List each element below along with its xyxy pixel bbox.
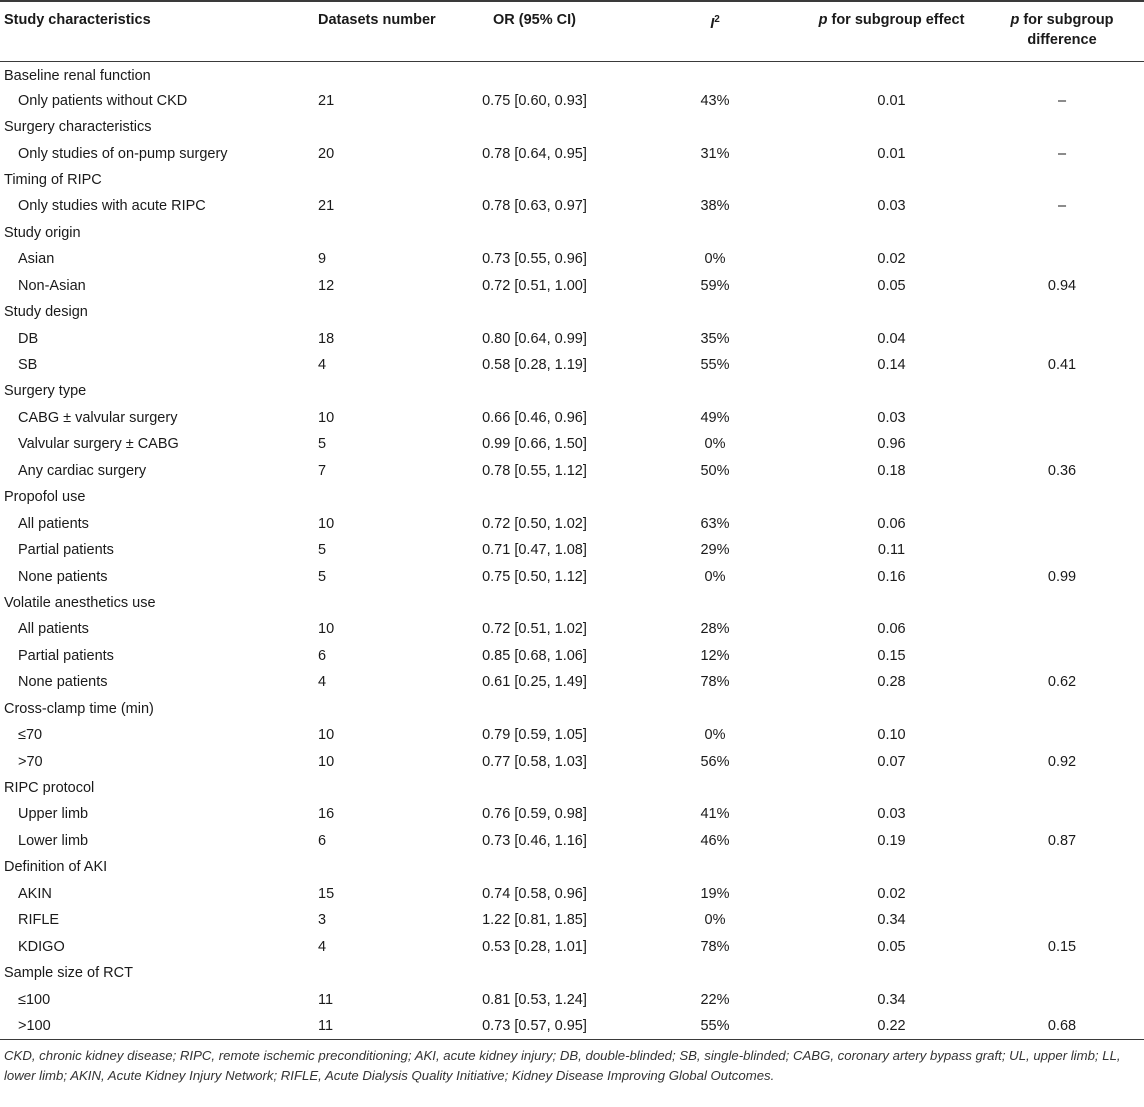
- p-subgroup-effect-cell: 0.34: [877, 991, 906, 1008]
- or-ci-cell: 0.75 [0.60, 0.93]: [482, 92, 587, 109]
- or-ci-cell: 0.78 [0.63, 0.97]: [482, 198, 587, 215]
- or-ci-cell: 0.73 [0.55, 0.96]: [482, 251, 587, 268]
- p-subgroup-difference-cell: 0.94: [1047, 277, 1077, 294]
- i2-cell: 46%: [700, 832, 730, 849]
- category-label: Baseline renal function: [4, 68, 151, 85]
- datasets-number-cell: 12: [318, 277, 335, 294]
- i2-cell: 12%: [700, 647, 730, 664]
- subgroup-label: >70: [18, 753, 43, 770]
- p-subgroup-difference-cell: [980, 537, 1144, 563]
- table-row: [0, 458, 1144, 484]
- or-ci-cell: 0.53 [0.28, 1.01]: [482, 938, 587, 955]
- table-row: [0, 431, 1144, 457]
- or-ci-cell: 0.73 [0.46, 1.16]: [482, 832, 587, 849]
- datasets-number-cell: 9: [318, 251, 327, 268]
- i2-cell: 78%: [700, 938, 730, 955]
- header-or-ci: OR (95% CI): [442, 1, 627, 61]
- category-label: Study origin: [4, 224, 81, 241]
- header-p-italic: p: [1010, 12, 1020, 28]
- header-i2: [627, 1, 803, 61]
- or-ci-cell: 0.71 [0.47, 1.08]: [482, 542, 587, 559]
- p-subgroup-effect-cell: 0.14: [877, 357, 906, 374]
- or-ci-cell: 0.99 [0.66, 1.50]: [482, 436, 587, 453]
- p-subgroup-difference-cell: [980, 881, 1144, 907]
- p-subgroup-effect-cell: 0.05: [877, 277, 906, 294]
- p-subgroup-difference-cell: –: [1057, 198, 1067, 215]
- i2-cell: 63%: [700, 515, 730, 532]
- subgroup-label: Non-Asian: [18, 277, 86, 294]
- subgroup-label: KDIGO: [18, 938, 65, 955]
- table-row-category: [0, 299, 1144, 325]
- p-subgroup-difference-cell: [980, 986, 1144, 1012]
- p-subgroup-effect-cell: 0.04: [877, 330, 906, 347]
- datasets-number-cell: 10: [318, 753, 335, 770]
- datasets-number-cell: 20: [318, 145, 335, 162]
- or-ci-cell: 0.73 [0.57, 0.95]: [442, 1013, 627, 1039]
- category-label: Surgery characteristics: [4, 119, 152, 136]
- i2-cell: 35%: [700, 330, 730, 347]
- p-subgroup-effect-cell: 0.05: [877, 938, 906, 955]
- table-row: [0, 933, 1144, 959]
- p-subgroup-difference-cell: [980, 907, 1144, 933]
- datasets-number-cell: 5: [318, 542, 327, 559]
- i2-cell: 0%: [704, 727, 726, 744]
- table-row: [0, 193, 1144, 219]
- p-subgroup-difference-cell: 0.15: [1047, 938, 1077, 955]
- table-row: [0, 907, 1144, 933]
- table-row-category: [0, 590, 1144, 616]
- datasets-number-cell: 10: [318, 621, 335, 638]
- p-subgroup-difference-cell: [980, 431, 1144, 457]
- p-subgroup-difference-cell: –: [1057, 145, 1067, 162]
- table-row: [0, 537, 1144, 563]
- header-p-subgroup-effect: [803, 1, 980, 61]
- p-subgroup-effect-cell: 0.16: [877, 568, 906, 585]
- subgroup-label: SB: [18, 357, 38, 374]
- or-ci-cell: 0.66 [0.46, 0.96]: [482, 409, 587, 426]
- p-subgroup-effect-cell: 0.34: [877, 912, 906, 929]
- p-subgroup-effect-cell: 0.11: [877, 542, 906, 559]
- subgroup-label: Partial patients: [18, 542, 114, 559]
- p-subgroup-effect-cell: 0.01: [877, 92, 906, 109]
- datasets-number-cell: 10: [318, 409, 335, 426]
- or-ci-cell: 1.22 [0.81, 1.85]: [482, 912, 587, 929]
- subgroup-label: ≤100: [18, 991, 51, 1008]
- table-row: [0, 246, 1144, 272]
- p-subgroup-difference-cell: [980, 510, 1144, 536]
- i2-cell: 28%: [700, 621, 730, 638]
- i2-cell: 59%: [700, 277, 730, 294]
- i2-cell: 78%: [700, 674, 730, 691]
- i2-cell: 55%: [627, 1013, 803, 1039]
- table-row-category: [0, 220, 1144, 246]
- p-subgroup-effect-cell: 0.96: [877, 436, 906, 453]
- table-row-category: [0, 775, 1144, 801]
- category-label: Sample size of RCT: [4, 965, 133, 982]
- i2-cell: 29%: [700, 542, 730, 559]
- subgroup-label: Valvular surgery ± CABG: [18, 436, 179, 453]
- subgroup-label: All patients: [18, 515, 89, 532]
- p-subgroup-difference-cell: 0.99: [1047, 568, 1077, 585]
- p-subgroup-effect-cell: 0.15: [877, 647, 906, 664]
- subgroup-label: Partial patients: [18, 647, 114, 664]
- table-row: [0, 748, 1144, 774]
- table-footnote: CKD, chronic kidney disease; RIPC, remote ischemic preconditioning; AKI, acute kidney injury; DB, double-blinded; SB, single-blinded; CABG, coronary artery bypass graft; UL, upper limb; LL, lower limb; AKIN, Acute Kidney Injury Network; RIFLE, Acute Dialysis Quality Initiative; Kidney Disease Improving Global Outcomes.: [4, 1047, 1121, 1083]
- datasets-number-cell: 21: [318, 92, 335, 109]
- i2-cell: 49%: [700, 409, 730, 426]
- subgroup-label: Asian: [18, 251, 55, 268]
- header-row: [0, 1, 1144, 61]
- header-p-subgroup-difference: [980, 1, 1144, 61]
- subgroup-label: Upper limb: [18, 806, 89, 823]
- or-ci-cell: 0.78 [0.55, 1.12]: [482, 462, 587, 479]
- table-row: [0, 986, 1144, 1012]
- table-row-category: [0, 960, 1144, 986]
- table-row: [0, 1013, 1144, 1039]
- or-ci-cell: 0.76 [0.59, 0.98]: [482, 806, 587, 823]
- table-row: [0, 325, 1144, 351]
- or-ci-cell: 0.72 [0.50, 1.02]: [482, 515, 587, 532]
- i2-cell: 50%: [700, 462, 730, 479]
- table-row: [0, 140, 1144, 166]
- category-label: Cross-clamp time (min): [4, 700, 154, 717]
- p-subgroup-effect-cell: 0.22: [803, 1013, 980, 1039]
- i2-cell: 43%: [700, 92, 730, 109]
- p-subgroup-effect-cell: 0.02: [877, 251, 906, 268]
- table-row: [0, 669, 1144, 695]
- p-subgroup-effect-cell: 0.03: [877, 409, 906, 426]
- category-label: Propofol use: [4, 489, 86, 506]
- or-ci-cell: 0.72 [0.51, 1.00]: [482, 277, 587, 294]
- or-ci-cell: 0.74 [0.58, 0.96]: [482, 885, 587, 902]
- table-row: [0, 722, 1144, 748]
- table-row: [0, 352, 1144, 378]
- i2-cell: 31%: [700, 145, 730, 162]
- table-row: [0, 616, 1144, 642]
- datasets-number-cell: 6: [318, 832, 327, 849]
- table-row-category: [0, 114, 1144, 140]
- category-label: Definition of AKI: [4, 859, 108, 876]
- i2-cell: 0%: [704, 912, 726, 929]
- or-ci-cell: 0.77 [0.58, 1.03]: [482, 753, 587, 770]
- datasets-number-cell: 16: [318, 806, 335, 823]
- datasets-number-cell: 10: [318, 515, 335, 532]
- header-p-diff-rest: for subgroup difference: [1023, 12, 1114, 48]
- category-label: Volatile anesthetics use: [4, 594, 156, 611]
- i2-cell: 19%: [700, 885, 730, 902]
- subgroup-label: None patients: [18, 674, 108, 691]
- table-row-category: [0, 484, 1144, 510]
- table-row: [0, 801, 1144, 827]
- subgroup-label: Any cardiac surgery: [18, 462, 147, 479]
- table-row: [0, 881, 1144, 907]
- subgroup-label: RIFLE: [18, 912, 60, 929]
- subgroup-label: >100: [0, 1013, 314, 1039]
- table-row-category: [0, 854, 1144, 880]
- datasets-number-cell: 18: [318, 330, 335, 347]
- header-i2-base: I: [710, 16, 715, 32]
- i2-cell: 38%: [700, 198, 730, 215]
- table-row: [0, 563, 1144, 589]
- header-datasets-number: Datasets number: [314, 1, 442, 61]
- datasets-number-cell: 5: [318, 436, 327, 453]
- datasets-number-cell: 4: [318, 938, 327, 955]
- subgroup-label: All patients: [18, 621, 89, 638]
- table-row: [0, 643, 1144, 669]
- p-subgroup-difference-cell: [980, 643, 1144, 669]
- table-header: [0, 1, 1144, 61]
- datasets-number-cell: 4: [318, 357, 327, 374]
- subgroup-label: Only studies with acute RIPC: [18, 198, 206, 215]
- table-row-category: [0, 61, 1144, 87]
- p-subgroup-effect-cell: 0.10: [877, 727, 906, 744]
- or-ci-cell: 0.85 [0.68, 1.06]: [482, 647, 587, 664]
- category-label: Study design: [4, 304, 88, 321]
- datasets-number-cell: 3: [318, 912, 327, 929]
- datasets-number-cell: 5: [318, 568, 327, 585]
- p-subgroup-difference-cell: –: [1057, 92, 1067, 109]
- or-ci-cell: 0.81 [0.53, 1.24]: [482, 991, 587, 1008]
- p-subgroup-effect-cell: 0.03: [877, 198, 906, 215]
- table-row: [0, 273, 1144, 299]
- table-row-category: [0, 378, 1144, 404]
- datasets-number-cell: 15: [318, 885, 335, 902]
- subgroup-label: Only patients without CKD: [18, 92, 188, 109]
- datasets-number-cell: 6: [318, 647, 327, 664]
- or-ci-cell: 0.79 [0.59, 1.05]: [482, 727, 587, 744]
- table-row: [0, 87, 1144, 113]
- p-subgroup-effect-cell: 0.06: [877, 515, 906, 532]
- p-subgroup-effect-cell: 0.07: [877, 753, 906, 770]
- or-ci-cell: 0.58 [0.28, 1.19]: [482, 357, 587, 374]
- table-row-category: [0, 696, 1144, 722]
- subgroup-label: Lower limb: [18, 832, 89, 849]
- p-subgroup-effect-cell: 0.01: [877, 145, 906, 162]
- subgroup-label: None patients: [18, 568, 108, 585]
- datasets-number-cell: 10: [318, 727, 335, 744]
- p-subgroup-difference-cell: 0.92: [1047, 753, 1077, 770]
- i2-cell: 22%: [700, 991, 730, 1008]
- p-subgroup-effect-cell: 0.18: [877, 462, 906, 479]
- category-label: RIPC protocol: [4, 780, 95, 797]
- header-p-effect-rest: for subgroup effect: [831, 12, 965, 28]
- i2-cell: 56%: [700, 753, 730, 770]
- datasets-number-cell: 11: [318, 991, 334, 1008]
- p-subgroup-difference-cell: [980, 325, 1144, 351]
- subgroup-label: CABG ± valvular surgery: [18, 409, 178, 426]
- p-subgroup-difference-cell: [980, 246, 1144, 272]
- table-row: [0, 405, 1144, 431]
- category-label: Timing of RIPC: [4, 171, 102, 188]
- p-subgroup-effect-cell: 0.03: [877, 806, 906, 823]
- subgroup-label: DB: [18, 330, 39, 347]
- or-ci-cell: 0.75 [0.50, 1.12]: [482, 568, 587, 585]
- p-subgroup-difference-cell: [980, 616, 1144, 642]
- p-subgroup-difference-cell: 0.36: [1047, 462, 1077, 479]
- or-ci-cell: 0.78 [0.64, 0.95]: [482, 145, 587, 162]
- header-study-characteristics: Study characteristics: [0, 1, 314, 61]
- i2-cell: 0%: [704, 568, 726, 585]
- p-subgroup-effect-cell: 0.02: [877, 885, 906, 902]
- or-ci-cell: 0.80 [0.64, 0.99]: [482, 330, 587, 347]
- datasets-number-cell: 4: [318, 674, 327, 691]
- datasets-number-cell: 21: [318, 198, 335, 215]
- category-label: Surgery type: [4, 383, 87, 400]
- p-subgroup-difference-cell: [980, 405, 1144, 431]
- header-i2-sup: 2: [714, 14, 720, 25]
- i2-cell: 55%: [700, 357, 730, 374]
- datasets-number-cell: 7: [318, 462, 327, 479]
- p-subgroup-difference-cell: [980, 722, 1144, 748]
- table-body: [0, 61, 1144, 1039]
- p-subgroup-difference-cell: 0.68: [980, 1013, 1144, 1039]
- p-subgroup-difference-cell: 0.87: [1047, 832, 1077, 849]
- table-row-category: [0, 167, 1144, 193]
- p-subgroup-difference-cell: 0.41: [1047, 357, 1077, 374]
- table-row: [0, 510, 1144, 536]
- p-subgroup-effect-cell: 0.19: [877, 832, 906, 849]
- or-ci-cell: 0.72 [0.51, 1.02]: [482, 621, 587, 638]
- p-subgroup-difference-cell: [980, 801, 1144, 827]
- i2-cell: 41%: [700, 806, 730, 823]
- p-subgroup-effect-cell: 0.06: [877, 621, 906, 638]
- header-p-italic: p: [818, 12, 828, 28]
- datasets-number-cell: 11: [314, 1013, 442, 1039]
- or-ci-cell: 0.61 [0.25, 1.49]: [482, 674, 587, 691]
- p-subgroup-difference-cell: 0.62: [1047, 674, 1077, 691]
- p-subgroup-effect-cell: 0.28: [877, 674, 906, 691]
- i2-cell: 0%: [704, 436, 726, 453]
- i2-cell: 0%: [704, 251, 726, 268]
- subgroup-label: AKIN: [18, 885, 52, 902]
- subgroup-label: Only studies of on-pump surgery: [18, 145, 228, 162]
- subgroup-label: ≤70: [18, 727, 43, 744]
- table-row: [0, 828, 1144, 854]
